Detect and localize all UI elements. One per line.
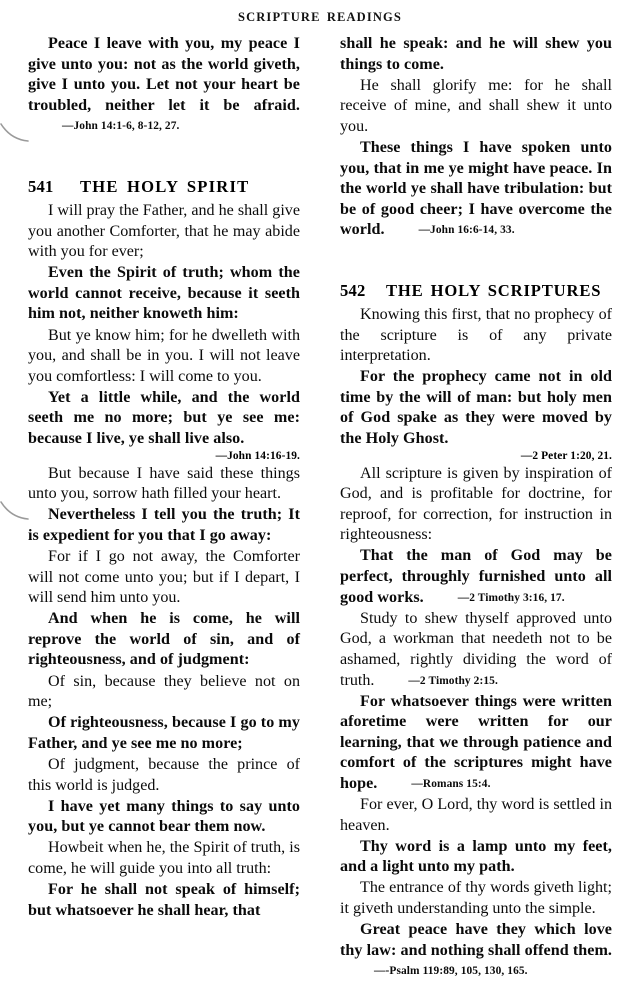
verse-text: For whatsoever things were written aforetime were written for our learning, that we through patience and comfort of the scriptures might have hope. [340,692,612,792]
verse-paragraph: Knowing this first, that no prophecy of the scripture is of any private interpretation. [340,305,612,365]
verse-paragraph: For the prophecy came not in old time by the will of man: but holy men of God spake as they were moved by the Holy Ghost. [340,368,612,447]
verse-text: That the man of God may be perfect, throughly furnished unto all good works. [340,547,612,606]
verse-paragraph: I will pray the Father, and he shall give you another Comforter, that he may abide with you for ever; [28,201,300,261]
verse-paragraph: Even the Spirit of truth; whom the world cannot receive, because it seeth him not, neither knoweth him: [28,264,300,323]
verse-paragraph [340,546,612,608]
verse-paragraph: I have yet many things to say unto you, but ye cannot bear them now. [28,797,300,836]
verse-paragraph: He shall glorify me: for he shall receive of mine, and shall shew it unto you. [340,76,612,135]
verse-paragraph [340,920,612,982]
verse-paragraph: For if I go not away, the Comforter will not come unto you; but if I depart, I will send him unto you. [28,547,300,607]
section-number: 541 [28,176,54,196]
verse-paragraph [340,692,612,795]
spacer [340,241,612,263]
verse-paragraph-continued: shall he speak: and he will shew you things to come. [340,35,612,73]
verse-paragraph: And when he is come, he will reprove the world of sin, and of righteousness, and of judgment: [28,610,300,669]
verse-paragraph: Howbeit when he, the Spirit of truth, is come, he will guide you into all truth: [28,839,300,877]
verse-text: These things I have spoken unto you, that in me ye might have peace. In the world ye shall have tribulation: but be of good cheer; I have overcome the world. [340,138,612,239]
two-column-text-body [0,34,640,992]
scripture-reference: —John 16:6-14, 33. [418,224,515,237]
verse-text: Study to shew thyself approved unto God, a workman that needeth not to be ashamed, rightly dividing the word of truth. [340,609,612,689]
scripture-reference: —2 Timothy 2:15. [408,674,498,687]
verse-paragraph [340,609,612,691]
verse-paragraph: The entrance of thy words giveth light; it giveth understanding unto the simple. [340,879,612,918]
verse-paragraph: All scripture is given by inspiration of God, and is profitable for doctrine, for reproof, for correction, for instruction in righteousness: [340,464,612,544]
verse-text: Peace I leave with you, my peace I give unto you: not as the world giveth, give I unto you. Let not your heart be troubled, neither let it be afraid. [28,35,300,114]
section-heading-542 [340,281,612,301]
spacer [28,137,300,159]
left-column [28,34,300,992]
verse-paragraph: Of sin, because they believe not on me; [28,672,300,711]
scripture-reference: —John 14:1-6, 8-12, 27. [62,120,180,133]
verse-paragraph: Of judgment, because the prince of this world is judged. [28,755,300,794]
verse-paragraph: Yet a little while, and the world seeth me no more; but ye see me: because I live, ye shall live also. [28,388,300,447]
verse-paragraph: But ye know him; for he dwelleth with you, and shall be in you. I will not leave you comfortless: I will come to you. [28,326,300,385]
section-title: THE HOLY SCRIPTURES [386,280,602,300]
scripture-reference: —Romans 15:4. [411,778,491,790]
verse-paragraph: For ever, O Lord, thy word is settled in heaven. [340,796,612,834]
scripture-reference: —John 14:16-19. [215,449,300,462]
verse-paragraph: Of righteousness, because I go to my Father, and ye see me no more; [28,714,300,752]
verse-text: Great peace have they which love thy law: and nothing shall offend them. [340,921,612,959]
verse-paragraph: Nevertheless I tell you the truth; It is expedient for you that I go away: [28,506,300,544]
scripture-reference: —2 Timothy 3:16, 17. [457,591,565,604]
scripture-reference: —-Psalm 119:89, 105, 130, 165. [374,965,528,978]
verse-paragraph: But because I have said these things unto you, sorrow hath filled your heart. [28,464,300,503]
section-heading-541 [28,177,300,197]
verse-paragraph [28,34,300,137]
section-number: 542 [340,280,366,300]
running-head: SCRIPTURE READINGS [237,10,403,24]
right-column [340,34,612,992]
section-title: THE HOLY SPIRIT [80,176,250,196]
verse-paragraph [340,138,612,241]
verse-paragraph: Thy word is a lamp unto my feet, and a light unto my path. [340,837,612,876]
verse-paragraph-continues-next-column: For he shall not speak of himself; but whatsoever he shall hear, that [28,880,300,919]
scripture-reference: —2 Peter 1:20, 21. [520,449,612,462]
